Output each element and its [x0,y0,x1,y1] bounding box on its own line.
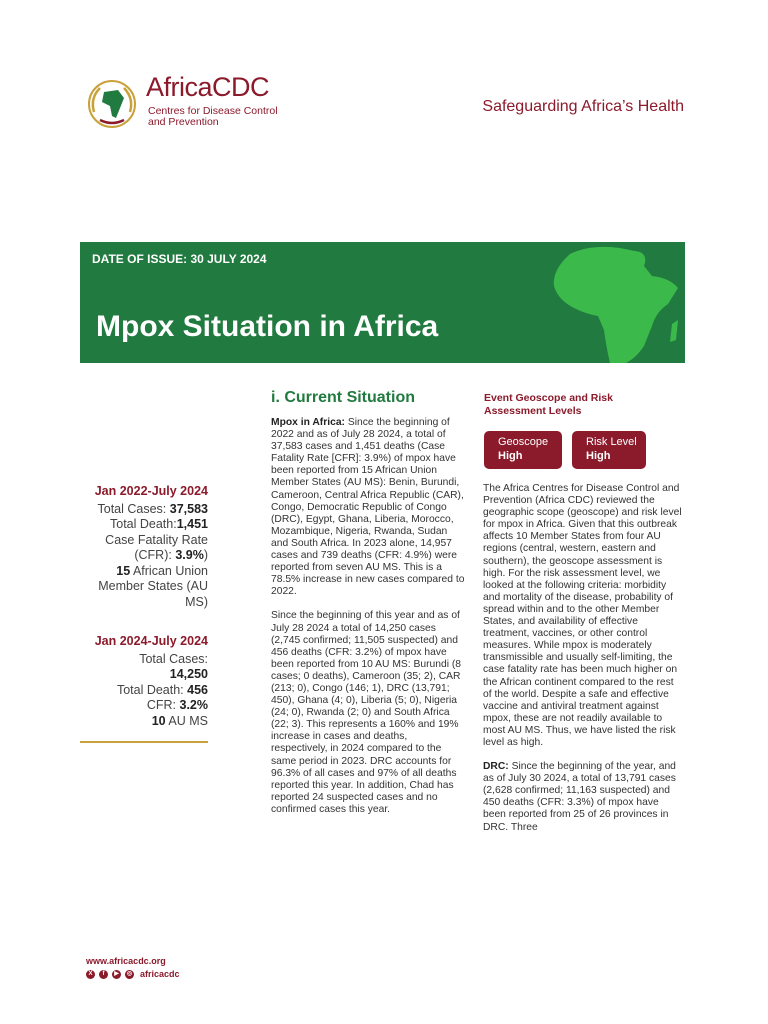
total-cases-value: 14,250 [169,667,208,681]
period1-total-cases [84,502,208,518]
section-title: i. Current Situation [271,389,415,406]
paragraph-mpox-in-africa [271,417,466,598]
total-cases-label: Total Cases: [97,501,170,516]
au-ms-count: 10 [151,713,166,728]
period1-cfr [84,533,208,564]
date-of-issue: DATE OF ISSUE: 30 JULY 2024 [92,252,267,266]
period2-total-cases [84,667,208,683]
cfr-label: CFR: [146,698,180,712]
logo-subtitle: Centres for Disease Control and Prevention [148,105,278,128]
total-death-value: 456 [187,682,208,697]
social-handle[interactable]: africacdc [140,969,180,979]
website-link[interactable]: www.africacdc.org [86,956,166,966]
total-cases-value: 37,583 [169,501,208,516]
tagline: Safeguarding Africa’s Health [482,98,684,115]
geoscope-heading: Event Geoscope and Risk Assessment Levels [484,392,613,417]
instagram-icon[interactable]: ◎ [126,970,133,977]
member-states-count: 15 [116,563,131,578]
geoscope-badge [484,431,562,469]
paragraph-lead: DRC: [483,761,509,773]
cfr-label: Case Fatality Rate (CFR): [105,532,208,562]
sidebar-divider [80,741,208,743]
period1-heading: Jan 2022-July 2024 [94,484,208,498]
cfr-value: 3.2% [179,698,208,712]
cfr-value: 3.9% [175,548,204,562]
youtube-icon[interactable]: ▶ [112,970,121,979]
logo-name: AfricaCDC [146,72,270,102]
africa-cdc-emblem-icon [84,78,140,130]
total-death-value: 1,451 [176,517,208,531]
main-column [271,417,466,828]
au-ms-label: AU MS [165,713,208,728]
x-icon[interactable]: X [86,970,95,979]
right-column [483,483,683,846]
period1-total-death [84,517,208,533]
period2-au-ms [84,714,208,730]
africa-map-icon [540,242,685,363]
period2-total-death [84,683,208,699]
page-title: Mpox Situation in Africa [96,310,439,343]
stats-sidebar [84,484,208,729]
period2-heading: Jan 2024-July 2024 [94,634,208,648]
facebook-icon[interactable]: f [99,970,108,979]
paragraph-drc [483,761,683,834]
social-links [86,968,180,980]
period1-member-states [84,564,208,611]
risk-level-label: Risk Level [586,436,637,448]
period2-total-cases-label: Total Cases: [139,651,208,666]
total-death-label: Total Death: [110,517,177,531]
member-states-label: African Union Member States (AU MS) [98,563,208,609]
period2-cfr [84,698,208,714]
cfr-close: ) [203,548,208,562]
geoscope-value: High [498,450,523,462]
risk-level-badge [572,431,646,469]
paragraph-geoscope-review: The Africa Centres for Disease Control and Prevention (Africa CDC) reviewed the geographic scope (geoscope) and risk level for mpox in Africa. Given that this outbreak affects 10 Member States from four AU regions (central, western, eastern and southern), the geoscope assessment is high. For the risk assessment level, we looked at the following criteria: morbidity and mortality of the disease, probability of spread within and to the other Member States, and availability of effective treatment, vaccines, or other control measures. While mpox is moderately transmissible and usually self-limiting, the case fatality rate has been much higher on the African continent compared to the rest of the world. Despite a safe and effective vaccine and antiviral treatment against mpox, these are not readily available to most AU MS. Thus, we have listed the risk level as high. [483,483,682,748]
paragraph-lead: Mpox in Africa: [271,417,345,428]
total-death-label: Total Death: [116,682,188,697]
paragraph-this-year: Since the beginning of this year and as of July 28 2024 a total of 14,250 cases (2,745 confirmed; 11,505 suspected) and 456 deaths (CFR: 3.2%) of mpox have been reported from 10 AU MS: Burundi (8 cases; 0 deaths), Cameroon (35; 2), CAR (213; 0), Congo (146; 1), DRC (13,791; 450), Ghana (4; 0), Liberia (5; 0), Nigeria (24; 0), Rwanda (2; 0) and South Africa (22; 3). This represents a 160% and 19% increase in cases and deaths, respectively, in 2024 compared to the same period in 2023. DRC accounts for 96.3% of all cases and 97% of all deaths reported this year. In addition, Chad has reported 24 suspected cases and no confirmed cases this year. [271,610,462,815]
risk-level-value: High [586,450,611,462]
paragraph-text: Since the beginning of the year, and as of July 30 2024, a total of 13,791 cases (2,628 confirmed; 11,163 suspected) and 450 deaths (CFR: 3.3%) of mpox have been reported from 25 of 26 provinces in DRC. Three [483,761,676,833]
paragraph-text: Since the beginning of 2022 and as of July 28 2024, a total of 37,583 cases and 1,451 deaths (Case Fatality Rate [CFR]: 3.9%) of mpox have been reported from 15 African Union Member States (AU MS): Benin, Burundi, Cameroon, Central Africa Republic (CAR), Congo, Democratic Republic of Congo (DRC), Egypt, Ghana, Liberia, Morocco, Mozambique, Nigeria, Rwanda, Sudan and South Africa. In 2023 alone, 14,957 cases and 739 deaths (CFR: 4.9%) were reported from seven AU MS. This is a 78.5% increase in new cases compared to 2022. [271,417,465,598]
geoscope-label: Geoscope [498,436,549,448]
